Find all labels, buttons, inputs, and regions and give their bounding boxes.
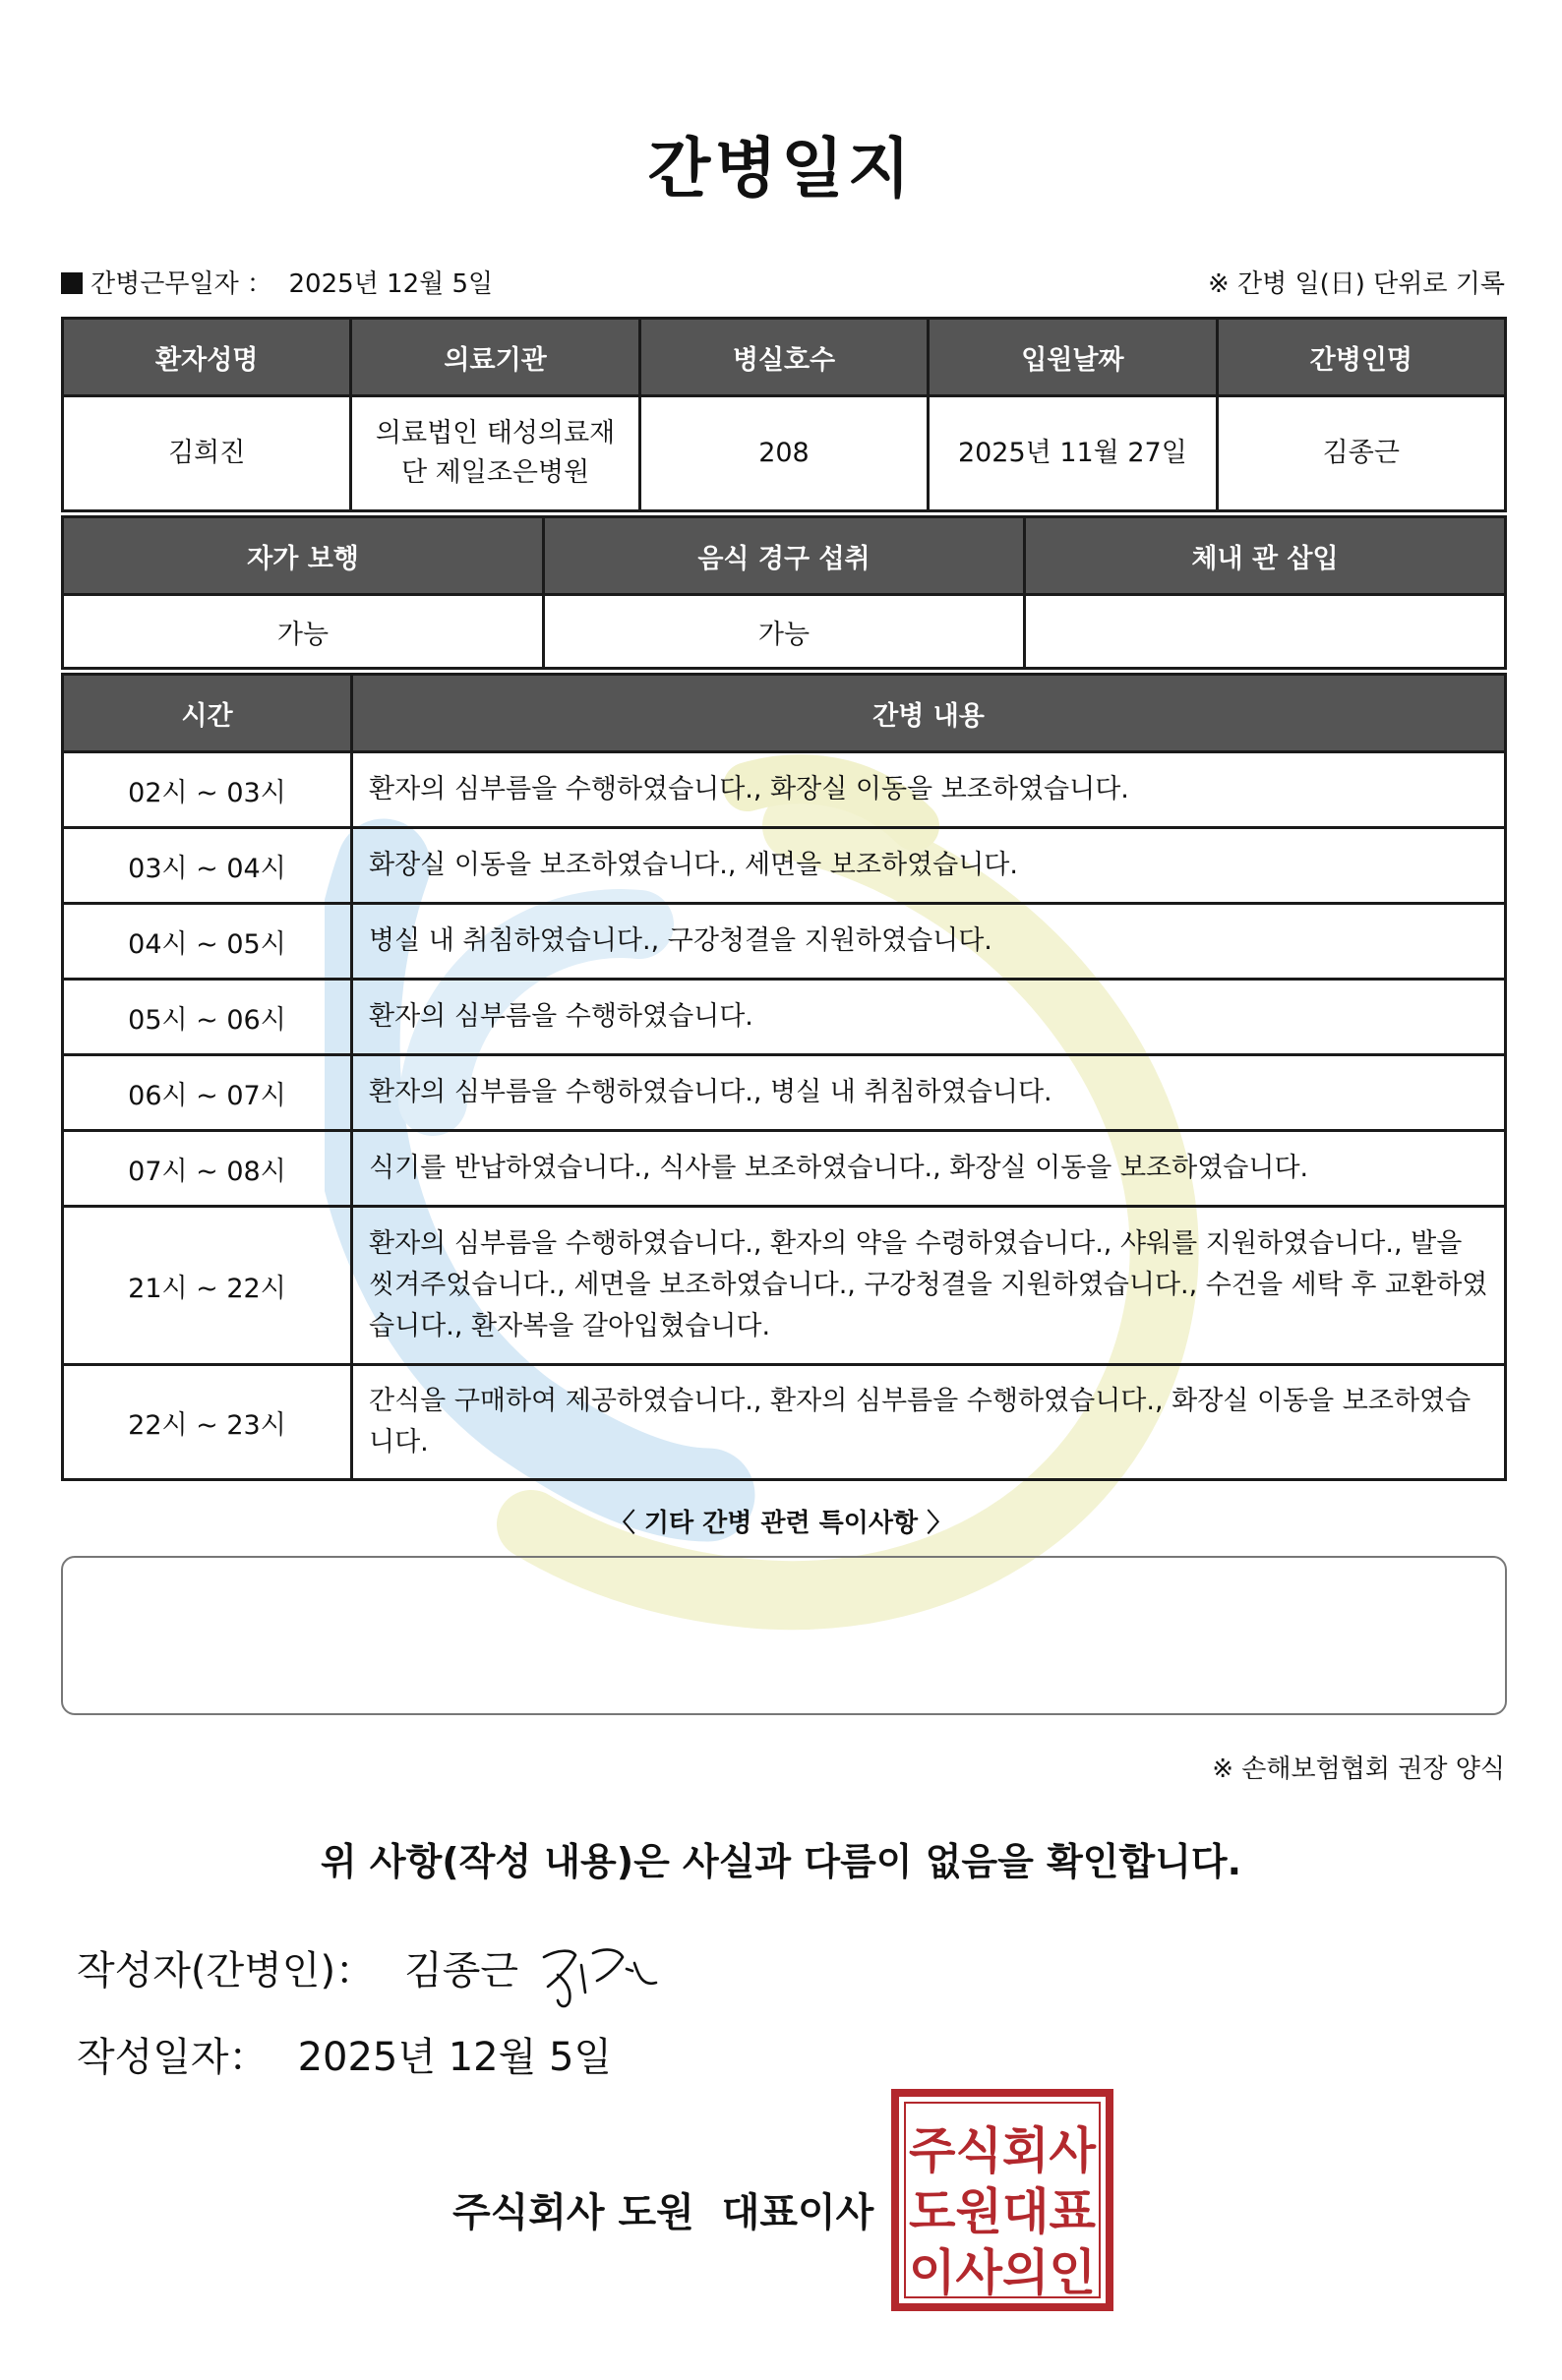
time-cell: 03시 ~ 04시 — [63, 828, 352, 904]
tube-insertion-value — [1025, 595, 1506, 669]
company-name: 주식회사 도원 — [452, 2190, 694, 2235]
form-notice: ※ 손해보험협회 권장 양식 — [1212, 1755, 1505, 1784]
admission-date-value: 2025년 11월 27일 — [929, 396, 1217, 511]
svg-text:도원대표: 도원대표 — [909, 2183, 1097, 2240]
work-date-label: 간병근무일자 ： — [90, 269, 272, 299]
table-row — [63, 752, 1506, 828]
svg-text:주식회사: 주식회사 — [909, 2122, 1097, 2179]
work-date-value: 2025년 12월 5일 — [288, 269, 494, 299]
table-row — [63, 904, 1506, 980]
company-seal — [891, 2089, 1113, 2311]
status-value-row — [63, 595, 1506, 669]
company-signoff — [452, 2181, 873, 2237]
date-label: 작성일자： — [77, 2035, 269, 2080]
time-cell: 06시 ~ 07시 — [63, 1055, 352, 1131]
status-header-row — [63, 517, 1506, 595]
record-note: ※ 간병 일(日) 단위로 기록 — [1207, 269, 1505, 299]
header-time: 시간 — [63, 675, 352, 752]
header-patient-name: 환자성명 — [63, 319, 351, 396]
time-cell: 07시 ~ 08시 — [63, 1131, 352, 1207]
table-row — [63, 1055, 1506, 1131]
room-number-value: 208 — [639, 396, 928, 511]
time-cell: 21시 ~ 22시 — [63, 1207, 352, 1365]
header-care-content: 간병 내용 — [352, 675, 1506, 752]
patient-name-value: 김희진 — [63, 396, 351, 511]
table-row — [63, 1131, 1506, 1207]
header-admission-date: 입원날짜 — [929, 319, 1217, 396]
header-tube-insertion: 체내 관 삽입 — [1025, 517, 1506, 595]
content-cell: 환자의 심부름을 수행하였습니다., 환자의 약을 수령하였습니다., 샤워를 지원하였습니다., 발을 씻겨주었습니다., 세면을 보조하였습니다., 구강청결을 지원하였습니다., 수건을 세탁 후 교환하였습니다., 환자복을 갈아입혔습니다. — [352, 1207, 1506, 1365]
work-date-row — [61, 264, 493, 300]
hospital-value-line1: 의료법인 태성의료재 — [375, 418, 616, 448]
care-log-header-row — [63, 675, 1506, 752]
patient-info-value-row — [63, 396, 1506, 511]
hospital-value-line2: 단 제일조은병원 — [401, 457, 590, 488]
content-cell: 환자의 심부름을 수행하였습니다. — [352, 980, 1506, 1055]
hospital-value — [351, 396, 639, 511]
handwritten-signature — [536, 1935, 674, 2014]
content-cell: 간식을 구매하여 제공하였습니다., 환자의 심부름을 수행하였습니다., 화장실 이동을 보조하였습니다. — [352, 1365, 1506, 1480]
table-row — [63, 1365, 1506, 1480]
writer-row — [77, 1939, 518, 1995]
table-row — [63, 980, 1506, 1055]
content-cell: 환자의 심부름을 수행하였습니다., 병실 내 취침하였습니다. — [352, 1055, 1506, 1131]
table-row — [63, 1207, 1506, 1365]
square-bullet-icon — [61, 272, 83, 294]
special-notes-title: 〈 기타 간병 관련 특이사항 〉 — [609, 1509, 953, 1538]
header-oral-intake: 음식 경구 섭취 — [544, 517, 1025, 595]
written-date-row — [77, 2026, 612, 2082]
self-walking-value: 가능 — [63, 595, 544, 669]
header-caregiver-name: 간병인명 — [1217, 319, 1505, 396]
header-hospital: 의료기관 — [351, 319, 639, 396]
content-cell: 식기를 반납하였습니다., 식사를 보조하였습니다., 화장실 이동을 보조하였습니다. — [352, 1131, 1506, 1207]
special-notes-box[interactable] — [61, 1556, 1507, 1715]
time-cell: 22시 ~ 23시 — [63, 1365, 352, 1480]
caregiver-name-value: 김종근 — [1217, 396, 1505, 511]
table-row — [63, 828, 1506, 904]
representative-title: 대표이사 — [721, 2190, 874, 2235]
date-value: 2025년 12월 5일 — [297, 2035, 613, 2080]
patient-info-header-row — [63, 319, 1506, 396]
time-cell: 02시 ~ 03시 — [63, 752, 352, 828]
content-cell: 환자의 심부름을 수행하였습니다., 화장실 이동을 보조하였습니다. — [352, 752, 1506, 828]
svg-text:이사의인: 이사의인 — [909, 2244, 1096, 2301]
writer-label: 작성자(간병인)： — [77, 1948, 376, 1993]
oral-intake-value: 가능 — [544, 595, 1025, 669]
time-cell: 04시 ~ 05시 — [63, 904, 352, 980]
content-cell: 병실 내 취침하였습니다., 구강청결을 지원하였습니다. — [352, 904, 1506, 980]
content-cell: 화장실 이동을 보조하였습니다., 세면을 보조하였습니다. — [352, 828, 1506, 904]
writer-name: 김종근 — [404, 1948, 518, 1993]
time-cell: 05시 ~ 06시 — [63, 980, 352, 1055]
care-log-table — [61, 673, 1507, 1481]
document-title: 간병일지 — [647, 131, 915, 207]
patient-info-table — [61, 317, 1507, 512]
patient-status-table — [61, 515, 1507, 670]
confirmation-statement: 위 사항(작성 내용)은 사실과 다름이 없음을 확인합니다. — [320, 1840, 1242, 1883]
header-room-number: 병실호수 — [639, 319, 928, 396]
header-self-walking: 자가 보행 — [63, 517, 544, 595]
